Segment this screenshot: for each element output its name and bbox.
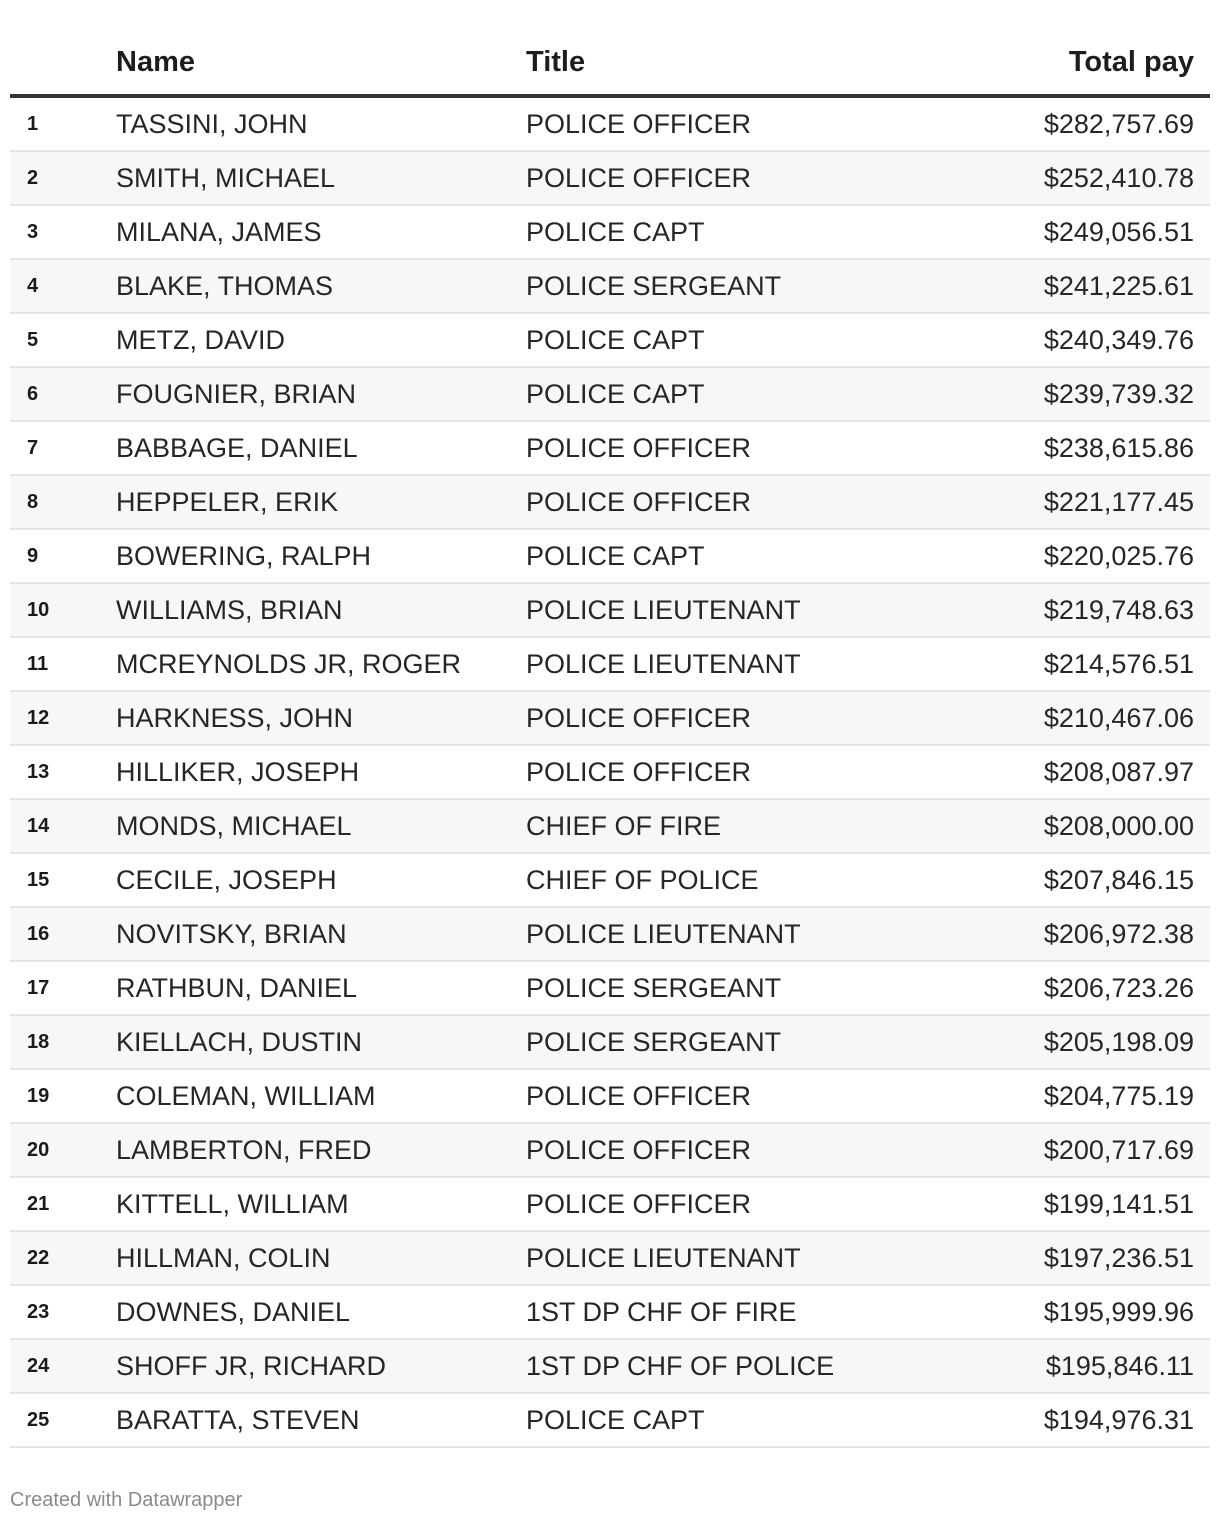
table-row	[10, 98, 1210, 152]
title-cell: POLICE OFFICER	[526, 486, 752, 517]
table-row	[10, 746, 1210, 800]
name-cell: MILANA, JAMES	[116, 216, 322, 247]
total-pay-cell: $199,141.51	[1043, 1188, 1194, 1219]
name-cell: DOWNES, DANIEL	[116, 1296, 351, 1327]
table-body	[10, 98, 1210, 1448]
title-cell: POLICE OFFICER	[526, 756, 752, 787]
title-cell: POLICE SERGEANT	[526, 270, 782, 301]
table-header	[10, 30, 1210, 98]
total-pay-cell: $241,225.61	[1043, 270, 1194, 301]
table-row	[10, 1340, 1210, 1394]
name-cell: CECILE, JOSEPH	[116, 864, 337, 895]
title-cell: POLICE LIEUTENANT	[526, 648, 801, 679]
rank-cell: 24	[27, 1354, 50, 1377]
title-cell: POLICE OFFICER	[526, 1188, 752, 1219]
total-pay-cell: $214,576.51	[1043, 648, 1194, 679]
rank-cell: 4	[27, 274, 39, 297]
total-pay-cell: $207,846.15	[1043, 864, 1194, 895]
table-row	[10, 368, 1210, 422]
title-cell: POLICE CAPT	[526, 324, 705, 355]
table-row	[10, 152, 1210, 206]
total-pay-cell: $208,087.97	[1043, 756, 1194, 787]
name-cell: HILLMAN, COLIN	[116, 1242, 331, 1273]
table-row	[10, 422, 1210, 476]
total-pay-cell: $195,846.11	[1045, 1350, 1194, 1381]
rank-cell: 2	[27, 166, 39, 189]
rank-cell: 7	[27, 436, 39, 459]
title-cell: POLICE OFFICER	[526, 1080, 752, 1111]
title-cell: POLICE LIEUTENANT	[526, 594, 801, 625]
total-pay-cell: $204,775.19	[1043, 1080, 1194, 1111]
table-row	[10, 314, 1210, 368]
rank-cell: 10	[27, 598, 50, 621]
name-cell: BARATTA, STEVEN	[116, 1404, 360, 1435]
table-row	[10, 1232, 1210, 1286]
table-row	[10, 206, 1210, 260]
title-cell: POLICE OFFICER	[526, 432, 752, 463]
title-cell: POLICE LIEUTENANT	[526, 1242, 801, 1273]
rank-cell: 9	[27, 544, 39, 567]
title-cell: 1ST DP CHF OF FIRE	[526, 1296, 797, 1327]
total-pay-cell: $282,757.69	[1043, 108, 1194, 139]
table-row	[10, 962, 1210, 1016]
rank-cell: 1	[27, 112, 39, 135]
total-pay-cell: $206,723.26	[1043, 972, 1194, 1003]
title-cell: POLICE CAPT	[526, 540, 705, 571]
title-cell: POLICE OFFICER	[526, 162, 752, 193]
name-cell: HILLIKER, JOSEPH	[116, 756, 360, 787]
header-total-pay: Total pay	[1068, 45, 1194, 78]
table-row	[10, 854, 1210, 908]
table-row	[10, 530, 1210, 584]
table-row	[10, 476, 1210, 530]
rank-cell: 8	[27, 490, 39, 513]
name-cell: LAMBERTON, FRED	[116, 1134, 372, 1165]
title-cell: CHIEF OF POLICE	[526, 864, 759, 895]
title-cell: 1ST DP CHF OF POLICE	[526, 1350, 835, 1381]
name-cell: BLAKE, THOMAS	[116, 270, 334, 301]
table-row	[10, 1070, 1210, 1124]
rank-cell: 17	[27, 976, 50, 999]
table-row	[10, 638, 1210, 692]
rank-cell: 11	[27, 652, 49, 675]
name-cell: RATHBUN, DANIEL	[116, 972, 358, 1003]
table-row	[10, 584, 1210, 638]
pay-table	[10, 30, 1210, 1448]
rank-cell: 13	[27, 760, 50, 783]
total-pay-cell: $221,177.45	[1043, 486, 1194, 517]
title-cell: POLICE OFFICER	[526, 1134, 752, 1165]
name-cell: HARKNESS, JOHN	[116, 702, 354, 733]
rank-cell: 21	[27, 1192, 50, 1215]
table-row	[10, 692, 1210, 746]
rank-cell: 22	[27, 1246, 50, 1269]
total-pay-cell: $210,467.06	[1043, 702, 1194, 733]
total-pay-cell: $239,739.32	[1043, 378, 1194, 409]
name-cell: BOWERING, RALPH	[116, 540, 372, 571]
name-cell: METZ, DAVID	[116, 324, 286, 355]
total-pay-cell: $197,236.51	[1043, 1242, 1194, 1273]
table-row	[10, 1124, 1210, 1178]
header-name: Name	[116, 45, 195, 78]
total-pay-cell: $208,000.00	[1043, 810, 1194, 841]
name-cell: WILLIAMS, BRIAN	[116, 594, 343, 625]
datawrapper-credit: Created with Datawrapper	[10, 1489, 243, 1511]
total-pay-cell: $249,056.51	[1043, 216, 1194, 247]
total-pay-cell: $206,972.38	[1043, 918, 1194, 949]
total-pay-cell: $252,410.78	[1043, 162, 1194, 193]
table-row	[10, 1016, 1210, 1070]
title-cell: POLICE CAPT	[526, 216, 705, 247]
name-cell: SMITH, MICHAEL	[116, 162, 336, 193]
table-row	[10, 260, 1210, 314]
name-cell: MONDS, MICHAEL	[116, 810, 352, 841]
rank-cell: 6	[27, 382, 39, 405]
total-pay-cell: $194,976.31	[1043, 1404, 1194, 1435]
total-pay-cell: $238,615.86	[1043, 432, 1194, 463]
title-cell: POLICE CAPT	[526, 378, 705, 409]
rank-cell: 14	[27, 814, 50, 837]
total-pay-cell: $205,198.09	[1043, 1026, 1194, 1057]
header-title: Title	[526, 45, 586, 78]
rank-cell: 15	[27, 868, 50, 891]
table-row	[10, 1394, 1210, 1448]
table-row	[10, 908, 1210, 962]
name-cell: KIELLACH, DUSTIN	[116, 1026, 363, 1057]
total-pay-cell: $219,748.63	[1043, 594, 1194, 625]
total-pay-cell: $200,717.69	[1043, 1134, 1194, 1165]
title-cell: POLICE CAPT	[526, 1404, 705, 1435]
name-cell: COLEMAN, WILLIAM	[116, 1080, 376, 1111]
total-pay-cell: $195,999.96	[1043, 1296, 1194, 1327]
title-cell: POLICE SERGEANT	[526, 972, 782, 1003]
rank-cell: 5	[27, 328, 39, 351]
name-cell: HEPPELER, ERIK	[116, 486, 339, 517]
name-cell: NOVITSKY, BRIAN	[116, 918, 347, 949]
name-cell: TASSINI, JOHN	[116, 108, 308, 139]
rank-cell: 3	[27, 220, 39, 243]
rank-cell: 19	[27, 1084, 50, 1107]
table-row	[10, 1286, 1210, 1340]
title-cell: POLICE SERGEANT	[526, 1026, 782, 1057]
rank-cell: 16	[27, 922, 50, 945]
table-row	[10, 1178, 1210, 1232]
total-pay-cell: $240,349.76	[1043, 324, 1194, 355]
table-row	[10, 800, 1210, 854]
name-cell: SHOFF JR, RICHARD	[116, 1350, 386, 1381]
name-cell: FOUGNIER, BRIAN	[116, 378, 357, 409]
name-cell: BABBAGE, DANIEL	[116, 432, 358, 463]
title-cell: POLICE LIEUTENANT	[526, 918, 801, 949]
name-cell: MCREYNOLDS JR, ROGER	[116, 648, 462, 679]
title-cell: POLICE OFFICER	[526, 702, 752, 733]
rank-cell: 18	[27, 1030, 50, 1053]
rank-cell: 25	[27, 1408, 50, 1431]
rank-cell: 20	[27, 1138, 50, 1161]
rank-cell: 12	[27, 706, 50, 729]
rank-cell: 23	[27, 1300, 50, 1323]
total-pay-cell: $220,025.76	[1043, 540, 1194, 571]
title-cell: POLICE OFFICER	[526, 108, 752, 139]
name-cell: KITTELL, WILLIAM	[116, 1188, 349, 1219]
title-cell: CHIEF OF FIRE	[526, 810, 721, 841]
